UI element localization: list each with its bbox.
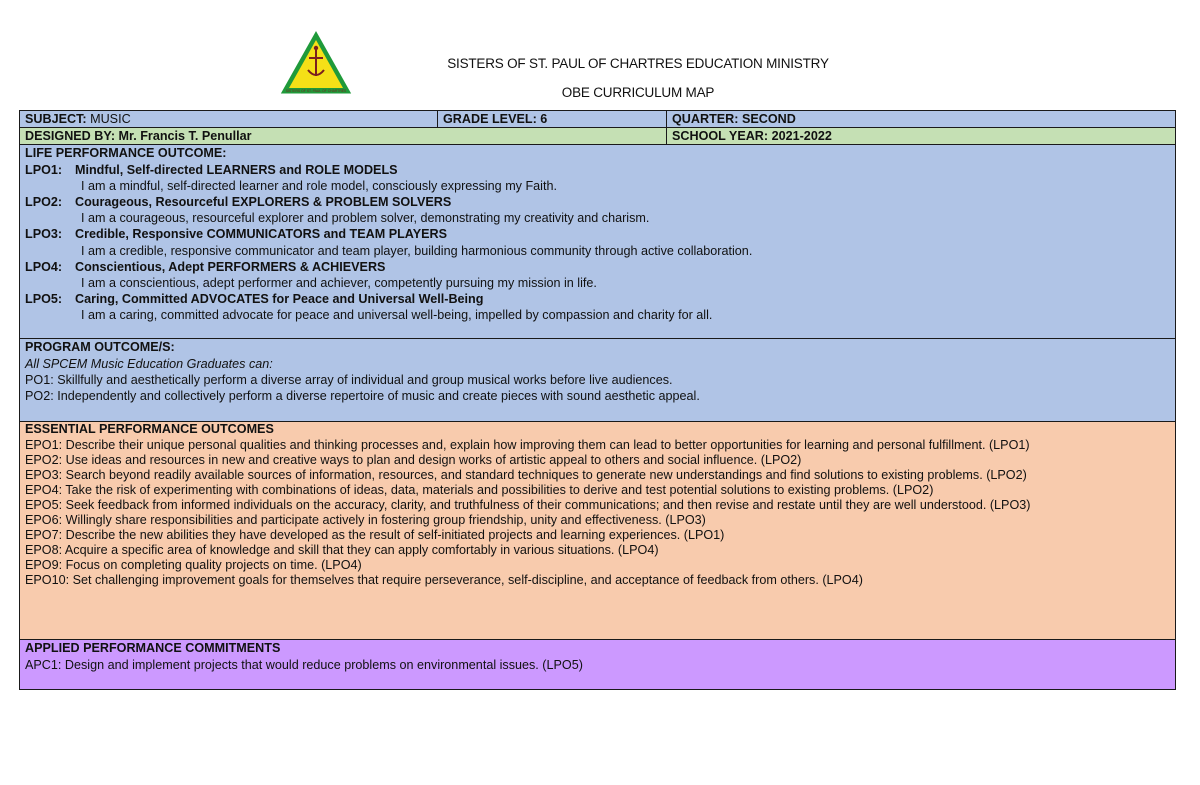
lpo-item (25, 194, 1170, 226)
lpo-description: I am a mindful, self-directed learner and role model, consciously expressing my Faith. (81, 178, 557, 193)
lpo-title: Credible, Responsive COMMUNICATORS and TEAM PLAYERS (75, 227, 448, 242)
epo-item: EPO10: Set challenging improvement goals for themselves that require perseverance, self-discipline, and acceptance of feedback from others. (LPO4) (25, 573, 863, 588)
lpo-description: I am a conscientious, adept performer and achiever, competently pursuing my mission in life. (81, 275, 597, 290)
grade-level-cell: GRADE LEVEL: 6 (438, 111, 667, 128)
designed-by-cell: DESIGNED BY: Mr. Francis T. Penullar (20, 128, 667, 145)
epo-heading: ESSENTIAL PERFORMANCE OUTCOMES (25, 422, 274, 437)
epo-item: EPO8: Acquire a specific area of knowledge and skill that they can apply comfortably in various situations. (LPO4) (25, 543, 659, 558)
po-heading: PROGRAM OUTCOME/S: (25, 340, 175, 355)
doc-title: OBE CURRICULUM MAP (561, 85, 715, 100)
epo-item: EPO4: Take the risk of experimenting with combinations of ideas, data, materials and possibilities to derive and test potential solutions to existing problems. (LPO2) (25, 482, 934, 497)
lpo-item (25, 162, 1170, 194)
lpo-code: LPO5: (25, 292, 63, 307)
org-title: SISTERS OF ST. PAUL OF CHARTRES EDUCATION MINISTRY (447, 56, 829, 71)
school-year-cell: SCHOOL YEAR: 2021-2022 (667, 128, 1176, 145)
epo-item: EPO9: Focus on completing quality projects on time. (LPO4) (25, 558, 362, 573)
apc-section (20, 640, 1176, 690)
quarter-cell: QUARTER: SECOND (667, 111, 1176, 128)
curriculum-map-table (19, 110, 1176, 690)
lpo-code: LPO3: (25, 227, 63, 242)
lpo-code: LPO1: (25, 162, 63, 177)
apc-row (20, 640, 1176, 690)
po-item: PO2: Independently and collectively perform a diverse repertoire of music and create pieces with sound aesthetic appeal. (25, 388, 700, 403)
lpo-code: LPO2: (25, 194, 63, 209)
epo-item: EPO2: Use ideas and resources in new and creative ways to plan and design works of artistic appeal to others and social influence. (LPO2) (25, 452, 802, 467)
subject-value: MUSIC (86, 112, 131, 126)
epo-section (20, 422, 1176, 640)
info-row-2 (20, 128, 1176, 145)
lpo-item (25, 291, 1170, 323)
lpo-section (20, 145, 1176, 339)
logo-text: SISTERS OF ST. PAUL OF CHARTRES (285, 89, 347, 93)
lpo-item (25, 259, 1170, 291)
subject-label: SUBJECT: (25, 112, 87, 126)
lpo-row (20, 145, 1176, 339)
epo-item: EPO5: Seek feedback from informed individuals on the accuracy, clarity, and truthfulness of their communications; and then revise and restate until they are well understood. (LPO3) (25, 497, 1031, 512)
lpo-item (25, 226, 1170, 258)
lpo-title: Caring, Committed ADVOCATES for Peace and Universal Well-Being (75, 292, 484, 307)
po-row (20, 339, 1176, 422)
po-section (20, 339, 1176, 422)
apc-heading: APPLIED PERFORMANCE COMMITMENTS (25, 641, 281, 656)
lpo-title: Courageous, Resourceful EXPLORERS & PROBLEM SOLVERS (75, 194, 452, 209)
epo-item: EPO1: Describe their unique personal qualities and thinking processes and, explain how improving them can lead to better opportunities for learning and personal fulfillment. (LPO1) (25, 437, 1030, 452)
po-intro: All SPCEM Music Education Graduates can: (25, 356, 273, 371)
po-item: PO1: Skillfully and aesthetically perform a diverse array of individual and group musical works before live audiences. (25, 372, 673, 387)
epo-item: EPO3: Search beyond readily available sources of information, resources, and standard techniques to generate new understandings and find solutions to existing problems. (LPO2) (25, 467, 1027, 482)
lpo-heading: LIFE PERFORMANCE OUTCOME: (25, 146, 227, 161)
apc-item: APC1: Design and implement projects that would reduce problems on environmental issues. (LPO5) (25, 657, 583, 672)
subject-cell (20, 111, 438, 128)
lpo-description: I am a courageous, resourceful explorer and problem solver, demonstrating my creativity and charism. (81, 211, 650, 226)
epo-item: EPO6: Willingly share responsibilities and participate actively in fostering group friendship, unity and effectiveness. (LPO3) (25, 512, 706, 527)
lpo-title: Conscientious, Adept PERFORMERS & ACHIEVERS (75, 259, 386, 274)
lpo-description: I am a caring, committed advocate for peace and universal well-being, impelled by compassion and charity for all. (81, 308, 713, 323)
info-row-1 (20, 111, 1176, 128)
epo-item: EPO7: Describe the new abilities they have developed as the result of self-initiated projects and learning experiences. (LPO1) (25, 528, 725, 543)
epo-row (20, 422, 1176, 640)
lpo-description: I am a credible, responsive communicator and team player, building harmonious community through active collaboration. (81, 243, 753, 258)
lpo-code: LPO4: (25, 259, 63, 274)
lpo-title: Mindful, Self-directed LEARNERS and ROLE MODELS (75, 162, 398, 177)
